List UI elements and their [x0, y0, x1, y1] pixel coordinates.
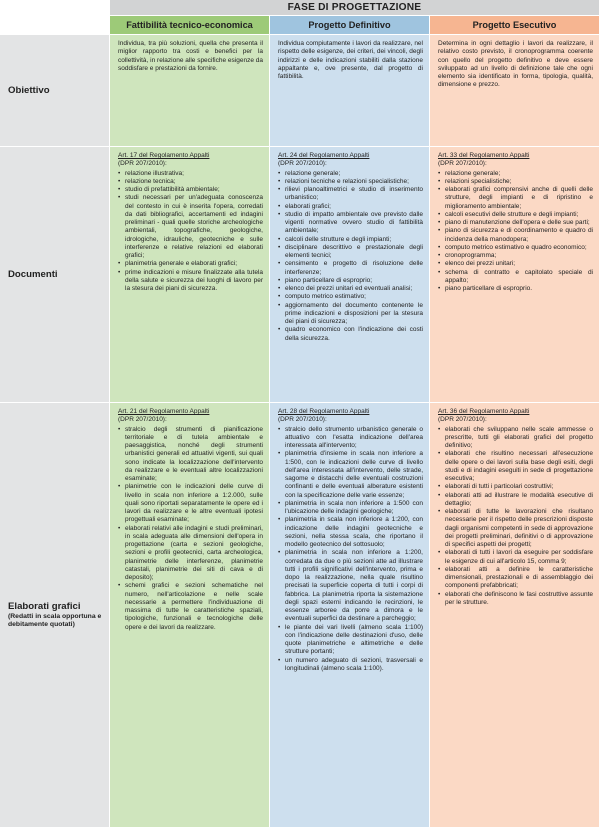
- list-item: • relazione generale;: [438, 170, 593, 178]
- row-label-documenti: [0, 147, 110, 403]
- list-item: • disciplinare descrittivo e prestazionale degli elementi tecnici;: [278, 244, 423, 261]
- regulation-dpr: (DPR 207/2010):: [118, 416, 167, 424]
- list-item: • elaborati grafici comprensivi anche di quelli delle strutture, degli impianti e di ripristino e miglioramento ambientale;: [438, 186, 593, 211]
- regulation-dpr: (DPR 207/2010):: [438, 160, 487, 168]
- list-item: • piano particellare di esproprio.: [438, 285, 593, 293]
- items-list: [278, 170, 423, 343]
- regulation-reference: Art. 17 del Regolamento Appalti: [118, 152, 210, 159]
- list-item: • censimento e progetto di risoluzione delle interferenze;: [278, 260, 423, 277]
- list-item: • piano di sicurezza e di coordinamento e quadro di incidenza della manodopera;: [438, 227, 593, 244]
- list-item: • relazione generale;: [278, 170, 423, 178]
- list-item: • elaborati grafici;: [278, 203, 423, 211]
- row-label-text: Obiettivo: [8, 85, 50, 96]
- list-item: • elaborati di tutte le lavorazioni che risultano necessarie per il rispetto delle prescrizioni disposte dagli organismi competenti in sede di approvazione dei progetti preliminari, definitivi o di approvazione di specifici aspetti dei progetti;: [438, 508, 593, 549]
- column-header-definitive: Progetto Definitivo: [270, 16, 430, 35]
- list-item: • aggiornamento del documento contenente le prime indicazioni e disposizioni per la stesura dei piani di sicurezza;: [278, 302, 423, 327]
- list-item: • elaborati relativi alle indagini e studi preliminari, in scala adeguata alle dimensioni dell'opera in progettazione (carta e sezioni geologiche, sezioni e profili geotecnici, carta archeologica, planimetrie delle interferenze, planimetrie catastali, planimetrie dei siti di cava e di deposito);: [118, 525, 263, 583]
- list-item: • planimetria generale e elaborati grafici;: [118, 260, 263, 268]
- list-item: • computo metrico estimativo;: [278, 293, 423, 301]
- row-label-elaborati: [0, 403, 110, 828]
- list-item: • elaborati di tutti i lavori da eseguire per soddisfare le esigenze di cui all'articolo 15, comma 9;: [438, 549, 593, 566]
- regulation-reference: Art. 36 del Regolamento Appalti: [438, 408, 530, 415]
- items-list: [278, 426, 423, 674]
- list-item: • relazioni specialistiche;: [438, 178, 593, 186]
- regulation-reference: Art. 24 del Regolamento Appalti: [278, 152, 370, 159]
- column-header-executive: Progetto Esecutivo: [430, 16, 600, 35]
- regulation-dpr: (DPR 207/2010):: [278, 160, 327, 168]
- elaborati-definitive: [270, 403, 430, 828]
- list-item: • quadro economico con l'indicazione dei costi della sicurezza.: [278, 326, 423, 343]
- items-list: [438, 170, 593, 294]
- row-label-text: Elaborati grafici: [8, 600, 81, 612]
- list-item: • stralcio degli strumenti di pianificazione territoriale e di tutela ambientale e paesaggistica, nonché degli strumenti urbanistici generali ed attuativi vigenti, sui quali sono indicate la localizzazione dell'intervento da realizzare e le eventuali altre localizzazioni esaminate;: [118, 426, 263, 484]
- list-item: • elenco dei prezzi unitari ed eventuali analisi;: [278, 285, 423, 293]
- cell-text: Determina in ogni dettaglio i lavori da realizzare, il relativo costo previsto, il cronoprogramma coerente con quello del progetto definitivo e deve essere sviluppato ad un livello di definizione tale che ogni elemento sia identificato in forma, tipologia, qualità, dimensione e prezzo.: [438, 40, 593, 89]
- obiettivo-feasibility: [110, 35, 270, 147]
- row-label-text: Documenti: [8, 269, 58, 280]
- list-item: • elaborati che sviluppano nelle scale ammesse o prescritte, tutti gli elaborati grafici del progetto definitivo;: [438, 426, 593, 451]
- list-item: • planimetria in scala non inferiore a 1:200, corredata da due o più sezioni atte ad illustrare tutti i profili significativi dell'intervento, prima e dopo la realizzazione, nella quale risultino precisati la superficie coperta di tutti i corpi di fabbrica. La planimetria riporta la sistemazione degli spazi esterni indicando le recinzioni, le essenze arboree da porre a dimora e le eventuali superfici da destinare a parcheggio;: [278, 549, 423, 623]
- regulation-reference: Art. 21 del Regolamento Appalti: [118, 408, 210, 415]
- elaborati-feasibility: [110, 403, 270, 828]
- regulation-dpr: (DPR 207/2010):: [278, 416, 327, 424]
- list-item: • relazioni tecniche e relazioni specialistiche;: [278, 178, 423, 186]
- cell-text: Individua compiutamente i lavori da realizzare, nel rispetto delle esigenze, dei criteri, dei vincoli, degli indirizzi e delle indicazioni stabiliti dalla stazione appaltante e, ove presente, dal progetto di fattibilità.: [278, 40, 423, 80]
- list-item: • planimetria in scala non inferiore a 1:500 con l'ubicazione delle indagini geologiche;: [278, 500, 423, 517]
- list-item: • relazione illustrativa;: [118, 170, 263, 178]
- list-item: • piano particellare di esproprio;: [278, 277, 423, 285]
- list-item: • piano di manutenzione dell'opera e delle sue parti;: [438, 219, 593, 227]
- regulation-reference: Art. 28 del Regolamento Appalti: [278, 408, 370, 415]
- list-item: • un numero adeguato di sezioni, trasversali e longitudinali (almeno scala 1:100).: [278, 657, 423, 674]
- list-item: • relazione tecnica;: [118, 178, 263, 186]
- list-item: • elaborati che risultino necessari all'esecuzione delle opere o dei lavori sulla base degli esiti, degli studi e di indagini eseguiti in sede di progettazione esecutiva;: [438, 450, 593, 483]
- row-sublabel-text: (Redatti in scala opportuna e debitamente quotati): [8, 612, 102, 628]
- list-item: • planimetria d'insieme in scala non inferiore a 1:500, con le indicazioni delle curve di livello dell'area interessata all'intervento, delle strade, sagome e distacchi delle eventuali costruzioni confinanti e delle eventuali alberature esistenti con la specificazione delle varie essenze;: [278, 450, 423, 500]
- list-item: • studio di prefattibilità ambientale;: [118, 186, 263, 194]
- list-item: • stralcio dello strumento urbanistico generale o attuativo con l'esatta indicazione dell'area interessata all'intervento;: [278, 426, 423, 451]
- items-list: [118, 426, 263, 632]
- regulation-dpr: (DPR 207/2010):: [118, 160, 167, 168]
- row-label-obiettivo: [0, 35, 110, 147]
- list-item: • schema di contratto e capitolato speciale di appalto;: [438, 269, 593, 286]
- documenti-definitive: [270, 147, 430, 403]
- list-item: • computo metrico estimativo e quadro economico;: [438, 244, 593, 252]
- list-item: • rilievi planoaltimetrici e studio di inserimento urbanistico;: [278, 186, 423, 203]
- list-item: • studi necessari per un'adeguata conoscenza del contesto in cui è inserita l'opera, corredati da dati bibliografici, accertamenti ed indagini preliminari - quali quelle storiche archeologiche ambientali, topografiche, geologiche, idrologiche, idrauliche, geotecniche e sulle interferenze e relative relazioni ed elaborati grafici;: [118, 194, 263, 260]
- regulation-reference: Art. 33 del Regolamento Appalti: [438, 152, 530, 159]
- documenti-executive: [430, 147, 600, 403]
- list-item: • planimetrie con le indicazioni delle curve di livello in scala non inferiore a 1:2.000, sulle quali sono riportati separatamente le opere ed i lavori da realizzare e le altre eventuali ipotesi progettuali esaminate;: [118, 483, 263, 524]
- items-list: [118, 170, 263, 294]
- list-item: • elaborati che definiscono le fasi costruttive assunte per le strutture.: [438, 591, 593, 608]
- list-item: • calcoli delle strutture e degli impianti;: [278, 236, 423, 244]
- items-list: [438, 426, 593, 608]
- cell-text: Individua, tra più soluzioni, quella che presenta il miglior rapporto tra costi e benefici per la collettività, in relazione alle specifiche esigenze da soddisfare e prestazioni da fornire.: [118, 40, 263, 72]
- list-item: • elenco dei prezzi unitari;: [438, 260, 593, 268]
- list-item: • planimetria in scala non inferiore a 1:200, con indicazione delle indagini geotecniche e sezioni, nella stessa scala, che riportano il modello geotecnico del sottosuolo;: [278, 516, 423, 549]
- list-item: • prime indicazioni e misure finalizzate alla tutela della salute e sicurezza dei luoghi di lavoro per la stesura dei piani di sicurezza.: [118, 269, 263, 294]
- list-item: • elaborati atti ad illustrare le modalità esecutive di dettaglio;: [438, 492, 593, 509]
- list-item: • elaborati di tutti i particolari costruttivi;: [438, 483, 593, 491]
- list-item: • schemi grafici e sezioni schematiche nel numero, nell'articolazione e nelle scale necessarie a permettere l'individuazione di massima di tutte le caratteristiche spaziali, tipologiche, funzionali e tecnologiche delle opere e dei lavori da realizzare.: [118, 582, 263, 632]
- list-item: • studio di impatto ambientale ove previsto dalle vigenti normative ovvero studio di fattibilità ambientale;: [278, 211, 423, 236]
- list-item: • elaborati atti a definire le caratteristiche dimensionali, prestazionali e di assemblaggio dei componenti prefabbricati;: [438, 566, 593, 591]
- corner-blank-2: [0, 16, 110, 35]
- table-title: FASE DI PROGETTAZIONE: [110, 0, 600, 16]
- column-header-feasibility: Fattibilità tecnico-economica: [110, 16, 270, 35]
- elaborati-executive: [430, 403, 600, 828]
- list-item: • cronoprogramma;: [438, 252, 593, 260]
- corner-blank: [0, 0, 110, 16]
- regulation-dpr: (DPR 207/2010):: [438, 416, 487, 424]
- list-item: • calcoli esecutivi delle strutture e degli impianti;: [438, 211, 593, 219]
- obiettivo-definitive: [270, 35, 430, 147]
- list-item: • le piante dei vari livelli (almeno scala 1:100) con l'indicazione delle destinazioni d'uso, delle quote planimetriche e altimetriche e delle strutture portanti;: [278, 624, 423, 657]
- obiettivo-executive: [430, 35, 600, 147]
- documenti-feasibility: [110, 147, 270, 403]
